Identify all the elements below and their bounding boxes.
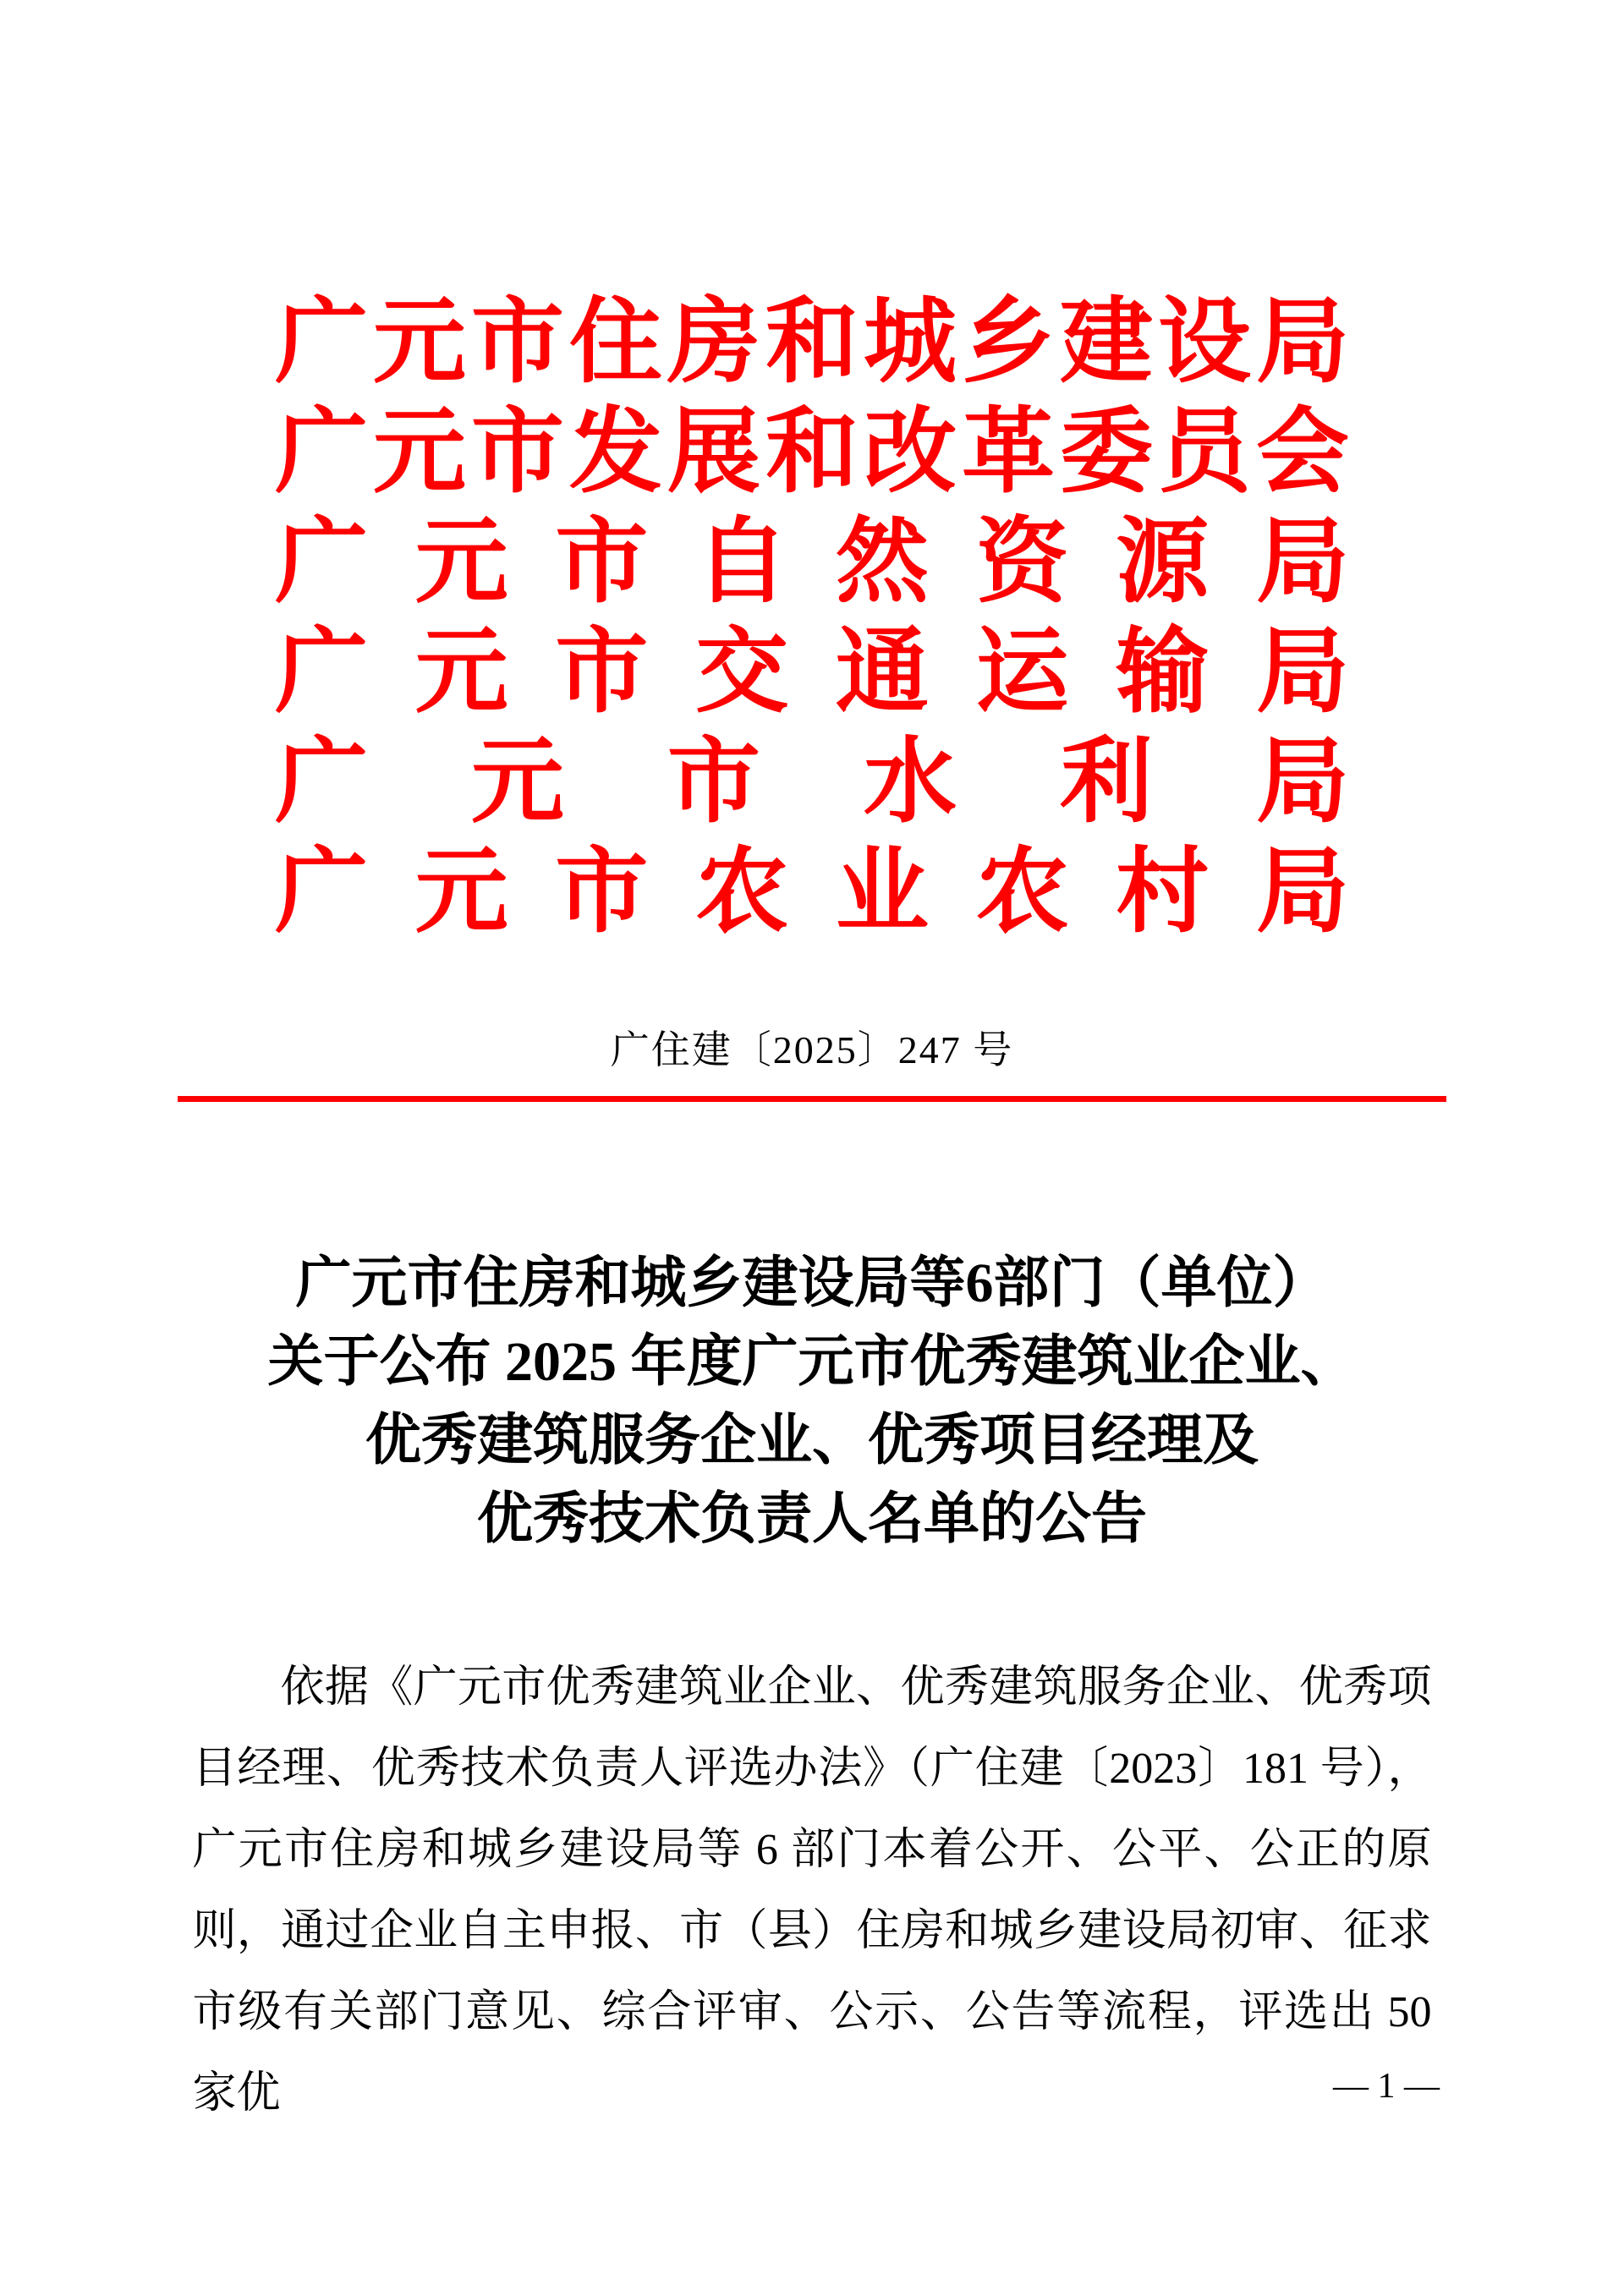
document-body <box>193 1647 1432 2134</box>
issuer-line-1: 广元市住房和城乡建设局 <box>275 291 1349 394</box>
issuer-line-3: 广元市自然资源局 <box>275 511 1349 614</box>
body-paragraph: 依据《广元市优秀建筑业企业、优秀建筑服务企业、优秀项目经理、优秀技术负责人评选办法》（广住建〔2023〕181 号），广元市住房和城乡建设局等 6 部门本着公开、公平、公正的原则，通过企业自主申报、市（县）住房和城乡建设局初审、征求市级有关部门意见、综合评审、公示、公告等流程，评选出 50 家优 <box>192 1663 1432 2118</box>
page-number: — 1 — <box>1333 2067 1440 2106</box>
document-title <box>0 1244 1624 1559</box>
issuer-line-4: 广元市交通运输局 <box>275 621 1349 724</box>
title-line-2: 关于公布 2025 年度广元市优秀建筑业企业、 <box>267 1331 1357 1393</box>
red-divider-rule <box>178 1096 1446 1102</box>
issuing-departments-header <box>275 288 1349 947</box>
title-line-3: 优秀建筑服务企业、优秀项目经理及 <box>365 1410 1259 1471</box>
issuer-line-2: 广元市发展和改革委员会 <box>275 401 1349 504</box>
document-reference-number: 广住建〔2025〕247 号 <box>610 1028 1014 1071</box>
issuer-line-5: 广元市水利局 <box>275 731 1349 834</box>
title-line-1: 广元市住房和城乡建设局等6部门（单位） <box>295 1252 1329 1314</box>
issuer-line-6: 广元市农业农村局 <box>275 841 1349 944</box>
title-line-4: 优秀技术负责人名单的公告 <box>477 1488 1147 1550</box>
